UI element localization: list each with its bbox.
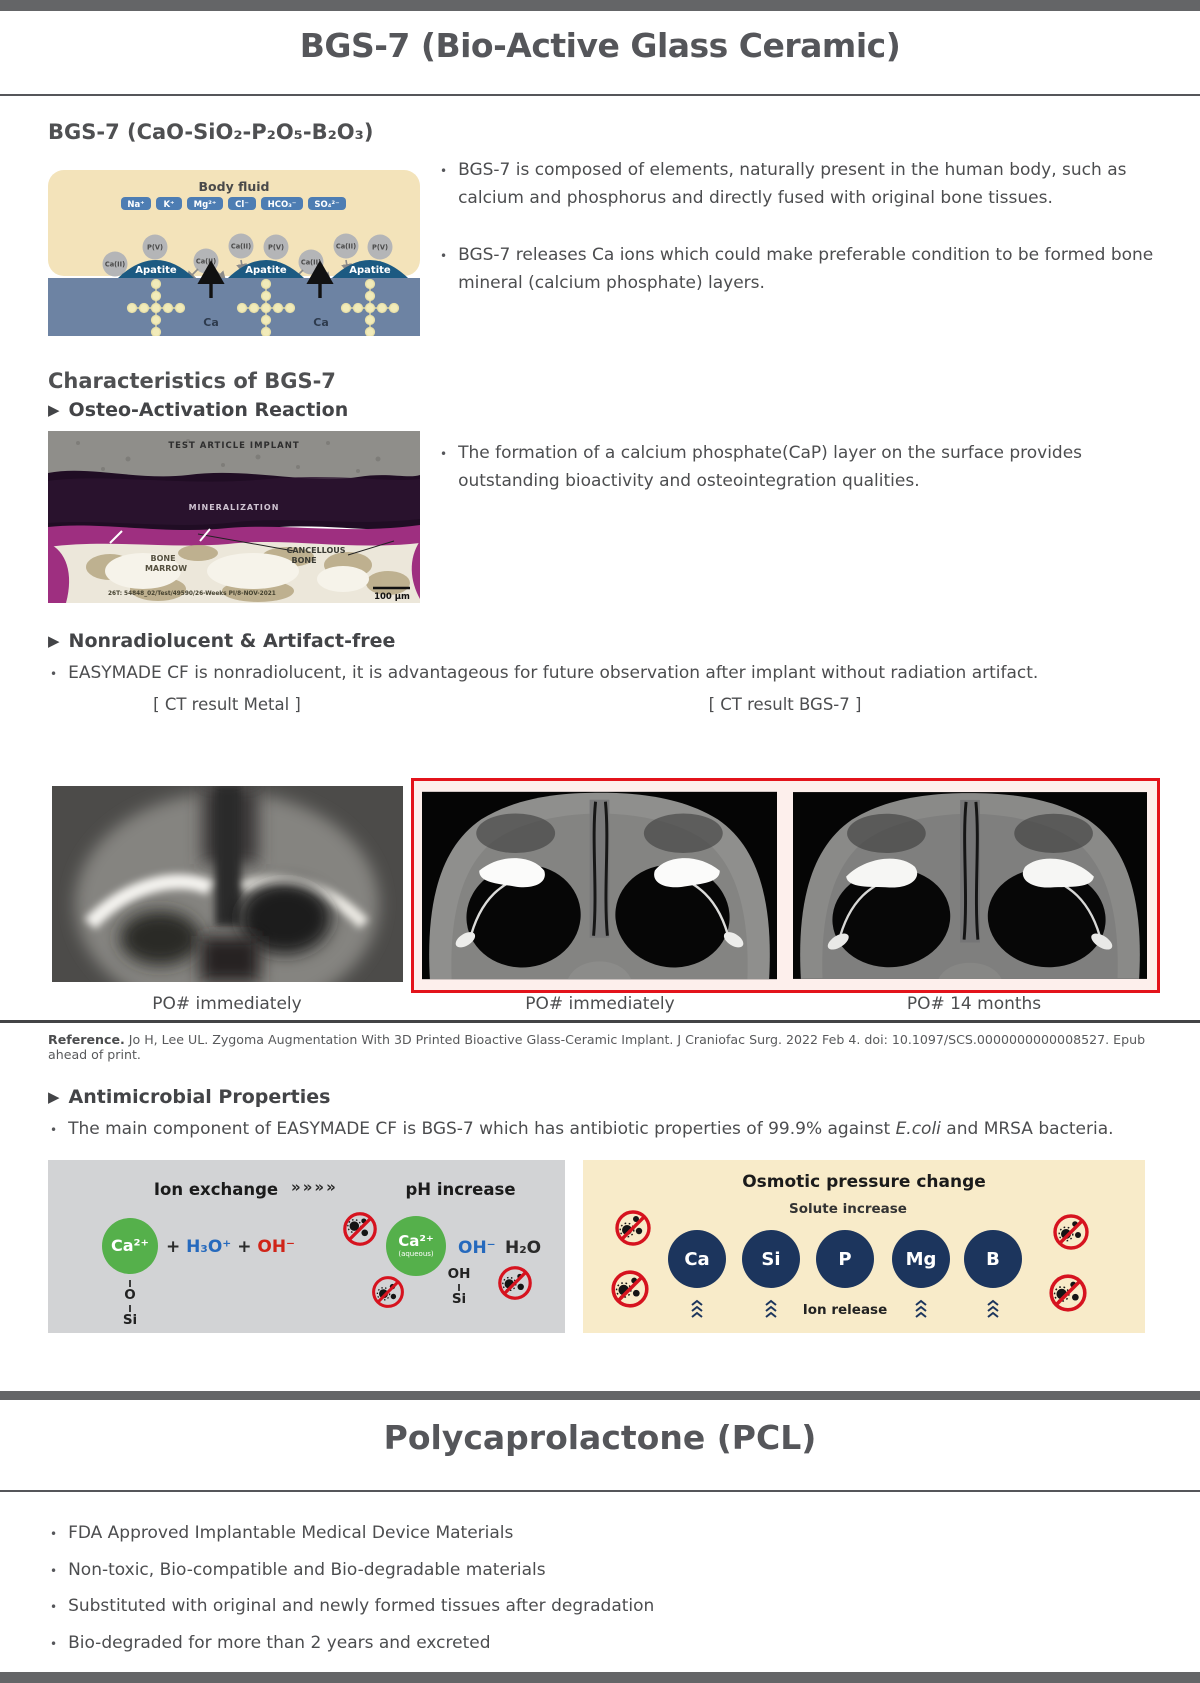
- scale-bar-label: 100 μm: [374, 592, 410, 602]
- reference-text: Jo H, Lee UL. Zygoma Augmentation With 3D Printed Bioactive Glass-Ceramic Implant. J Craniofac Surg. 2022 Feb 4. doi: 10.1097/SCS.0000000000008527. Epub ahead of print.: [48, 1032, 1146, 1062]
- title-divider: [0, 94, 1200, 96]
- ion-exchange-box: [48, 1160, 565, 1333]
- plus-sign: +: [166, 1237, 181, 1257]
- ph-increase-title: pH increase: [405, 1180, 516, 1199]
- apatite-label: Apatite: [349, 265, 391, 276]
- bullet-dot: •: [440, 249, 448, 264]
- nonradiolucent-bullets: [50, 660, 1190, 688]
- bond-line: [458, 1284, 460, 1291]
- slide-reference: 26T: 54848_02/Test/49590/26-Weeks PI/8-NOV-2021: [108, 591, 276, 597]
- ct-result-bgs7-frame: [411, 778, 1160, 993]
- histology-svg: [48, 431, 420, 603]
- p-ion-label: P(V): [268, 243, 284, 252]
- marrow-label: MARROW: [144, 564, 188, 573]
- bullet-item: [50, 1630, 1150, 1658]
- bond-line: [129, 1305, 131, 1312]
- top-accent-bar: [0, 0, 1200, 11]
- element-circle-p: [816, 1230, 874, 1288]
- po-caption: PO# 14 months: [906, 994, 1042, 1014]
- ca-ion-label: Ca(II): [230, 242, 252, 251]
- hydrogen-label: H: [459, 1266, 471, 1282]
- antimicrobial-bullets: [50, 1116, 1190, 1144]
- p-ion-label: P(V): [372, 243, 388, 252]
- element-circle-si: [742, 1230, 800, 1288]
- bullet-text: EASYMADE CF is nonradiolucent, it is advantageous for future observation after implant without radiation artifact.: [68, 663, 1039, 683]
- bullet-item: [50, 1557, 1150, 1585]
- element-circle-b: [964, 1230, 1022, 1288]
- reference-divider: [0, 1020, 1200, 1023]
- reference-line: [48, 1032, 1178, 1062]
- bullet-dot: •: [440, 447, 448, 461]
- cancellous-label: CANCELLOUS: [286, 546, 346, 555]
- pcl-accent-bar: [0, 1391, 1200, 1400]
- solute-increase-label: Solute increase: [789, 1201, 907, 1217]
- oxygen-label: O: [447, 1266, 460, 1282]
- bullet-text: Substituted with original and newly formed tissues after degradation: [68, 1596, 655, 1617]
- no-bacteria-icon: [341, 1210, 379, 1248]
- pcl-title: Polycaprolactone (PCL): [383, 1418, 817, 1457]
- antimicrobial-heading-text: Antimicrobial Properties: [68, 1086, 331, 1108]
- element-label: Ca: [684, 1248, 710, 1270]
- ion-exchange-formula: [166, 1237, 295, 1257]
- po-caption: PO# immediately: [152, 994, 302, 1014]
- ion-exchange-title: Ion exchange: [153, 1180, 279, 1199]
- apatite-label: Apatite: [245, 265, 287, 276]
- chevron-up-icon: [689, 1298, 705, 1320]
- apatite-domes: [118, 257, 408, 278]
- element-circle-ca: [668, 1230, 726, 1288]
- bond-line: [129, 1280, 131, 1287]
- aqueous-label: (aqueous): [398, 1250, 434, 1258]
- cancellous-label: BONE: [291, 556, 317, 565]
- oxygen-label: O: [124, 1287, 136, 1303]
- ca-ion-label: Ca(II): [335, 242, 357, 251]
- bullet-text: Non-toxic, Bio-compatible and Bio-degradable materials: [68, 1559, 546, 1580]
- ct-label-metal: [ CT result Metal ]: [153, 695, 301, 714]
- no-bacteria-icon: [613, 1208, 653, 1248]
- bullet-item: [50, 1116, 1190, 1144]
- ca-label: Ca: [203, 316, 219, 329]
- bullet-text: [68, 1116, 1113, 1144]
- no-bacteria-icon: [370, 1274, 406, 1310]
- characteristics-heading: Characteristics of BGS-7: [48, 369, 336, 393]
- nonradiolucent-heading-text: Nonradiolucent & Artifact-free: [68, 630, 396, 652]
- silicon-label: Si: [451, 1290, 467, 1307]
- antimicrobial-heading: [48, 1086, 330, 1108]
- ion-release-label: Ion release: [802, 1302, 888, 1318]
- ion-pill: SO₄²⁻: [314, 200, 340, 210]
- ion-pill: Na⁺: [127, 200, 145, 210]
- bottom-accent-bar: [0, 1672, 1200, 1683]
- bullet-dot: •: [50, 1600, 58, 1615]
- bullet-text-pre: The main component of EASYMADE CF is BGS-7 which has antibiotic properties of 99.9% against: [68, 1119, 896, 1139]
- body-fluid-diagram: [48, 166, 420, 336]
- no-bacteria-icon: [609, 1268, 651, 1310]
- implant-label: TEST ARTICLE IMPLANT: [168, 441, 300, 451]
- osmotic-title: Osmotic pressure change: [742, 1172, 986, 1192]
- triangle-marker-icon: ▶: [48, 632, 60, 650]
- po-caption: PO# immediately: [525, 994, 675, 1014]
- nonradiolucent-heading: [48, 630, 395, 652]
- bullet-item: [440, 157, 1185, 212]
- apatite-label: Apatite: [135, 265, 177, 276]
- no-bacteria-icon: [1051, 1212, 1091, 1252]
- pcl-bullets: [50, 1520, 1150, 1657]
- element-label: Mg: [905, 1248, 937, 1270]
- hydronium-label: H₃O⁺: [186, 1237, 232, 1257]
- bullet-dot: •: [50, 1527, 58, 1541]
- ion-pill: Mg²⁺: [193, 200, 217, 210]
- arrows-label: »»»»: [291, 1178, 338, 1196]
- ion-pill: Cl⁻: [235, 200, 249, 210]
- triangle-marker-icon: ▶: [48, 401, 60, 419]
- bullet-text: The formation of a calcium phosphate(CaP) layer on the surface provides outstanding bioactivity and osteointegration qualities.: [458, 443, 1083, 491]
- element-label: P: [838, 1248, 852, 1270]
- element-circle-mg: [892, 1230, 950, 1288]
- bullet-dot: •: [50, 1563, 58, 1578]
- bullet-dot: •: [50, 667, 58, 681]
- reference-label: Reference.: [48, 1032, 125, 1047]
- no-bacteria-icon: [1047, 1272, 1089, 1314]
- histology-image: [48, 431, 420, 603]
- ca-ion-label: Ca(II): [300, 258, 322, 267]
- no-bacteria-icon: [496, 1264, 534, 1302]
- ca-label: Ca: [313, 316, 329, 329]
- composition-bullets: [440, 157, 1185, 297]
- osmotic-pressure-box: [583, 1160, 1145, 1333]
- chevron-up-icon: [913, 1298, 929, 1320]
- osteo-heading: [48, 399, 348, 421]
- pcl-divider: [0, 1490, 1200, 1492]
- bullet-item: [50, 1593, 1150, 1621]
- ca-ion-circle: [102, 1218, 158, 1274]
- water-label: H₂O: [505, 1238, 542, 1258]
- chevron-up-icon: [763, 1298, 779, 1320]
- composition-heading: BGS-7 (CaO-SiO₂-P₂O₅-B₂O₃): [48, 120, 374, 144]
- bullet-text: BGS-7 releases Ca ions which could make preferable condition to be formed bone mineral (calcium phosphate) layers.: [458, 245, 1154, 293]
- hydroxide-label: OH⁻: [257, 1237, 296, 1257]
- bullet-text: FDA Approved Implantable Medical Device Materials: [68, 1523, 514, 1543]
- ion-pill: K⁺: [163, 200, 175, 210]
- element-label: Si: [761, 1248, 781, 1270]
- osteo-bullets: [440, 440, 1185, 495]
- oh-si-stack: [444, 1268, 474, 1306]
- ecoli-italic: E.coli: [895, 1119, 941, 1139]
- bullet-item: [50, 660, 1190, 688]
- ct-image-metal: [52, 786, 403, 982]
- o-si-stack: [116, 1278, 144, 1327]
- body-fluid-label: Body fluid: [198, 179, 270, 194]
- ct-image-bgs7-14months: [793, 789, 1147, 982]
- bullet-text: Bio-degraded for more than 2 years and excreted: [68, 1632, 491, 1653]
- hydroxide-label: OH⁻: [458, 1238, 496, 1258]
- element-label: B: [986, 1248, 1000, 1270]
- ca-ion-text: Ca²⁺: [398, 1232, 434, 1250]
- p-ion-label: P(V): [147, 243, 163, 252]
- bullet-text: BGS-7 is composed of elements, naturally present in the human body, such as calcium and phosphorus and directly fused with original bone tissues.: [458, 160, 1127, 208]
- osteo-heading-text: Osteo-Activation Reaction: [68, 399, 349, 421]
- mineralization-label: MINERALIZATION: [188, 503, 280, 512]
- body-fluid-diagram-svg: [48, 166, 420, 336]
- bullet-dot: •: [50, 1123, 58, 1137]
- bullet-item: [440, 440, 1185, 495]
- bullet-dot: •: [440, 164, 448, 178]
- ca-aqueous-circle: [386, 1216, 446, 1276]
- oh-label: [448, 1268, 471, 1282]
- marrow-label: BONE: [150, 554, 176, 563]
- bullet-item: [440, 242, 1185, 297]
- bullet-text-post: and MRSA bacteria.: [940, 1119, 1114, 1139]
- ct-image-bgs7-immediate: [422, 789, 777, 982]
- ion-pill: HCO₃⁻: [267, 200, 297, 210]
- bullet-dot: •: [50, 1636, 58, 1651]
- plus-sign: +: [237, 1237, 252, 1257]
- triangle-marker-icon: ▶: [48, 1088, 60, 1106]
- ct-label-bgs7: [ CT result BGS-7 ]: [708, 695, 862, 714]
- bullet-item: [50, 1520, 1150, 1548]
- page-title: BGS-7 (Bio-Active Glass Ceramic): [299, 26, 901, 65]
- ca-ion-label: Ca(II): [195, 257, 217, 266]
- ca-ion-text: Ca²⁺: [111, 1236, 149, 1255]
- chevron-up-icon: [985, 1298, 1001, 1320]
- silicon-label: Si: [122, 1311, 138, 1328]
- ca-ion-label: Ca(II): [104, 260, 126, 269]
